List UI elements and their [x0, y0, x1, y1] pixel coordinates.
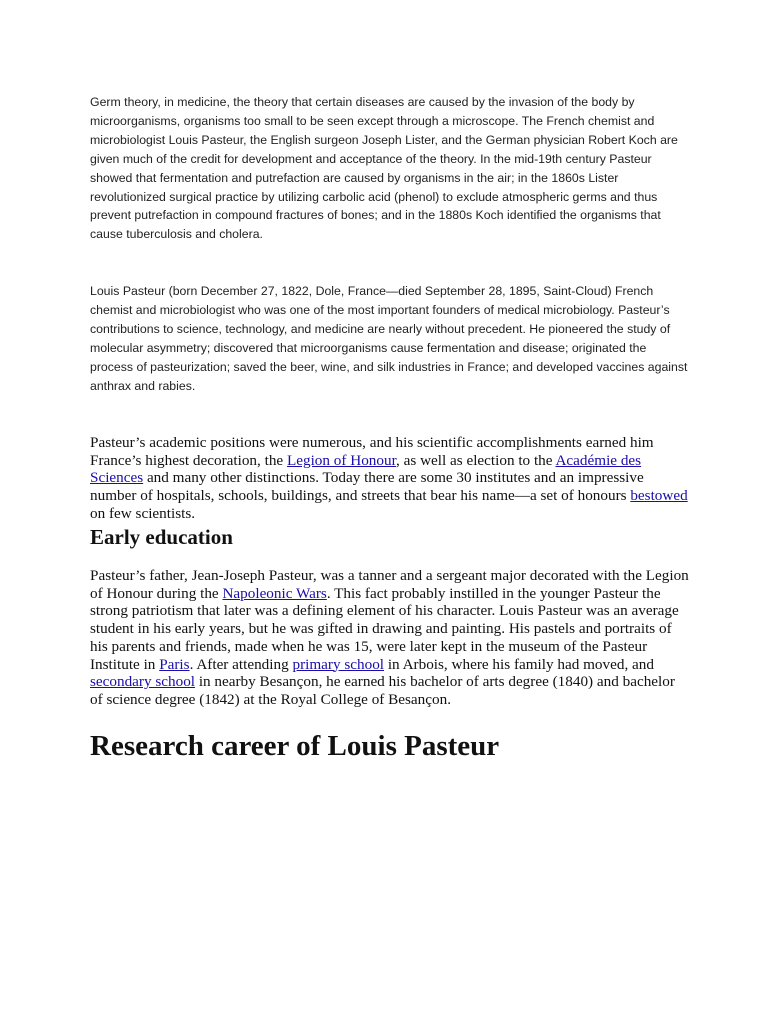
primary-school-link[interactable]: primary school — [292, 655, 385, 673]
bestowed-link[interactable]: bestowed — [630, 487, 688, 505]
academic-positions-paragraph — [90, 434, 690, 523]
academie-des-sciences-link[interactable]: Académie des Sciences — [90, 451, 642, 487]
text-run: , as well as election to the — [396, 451, 556, 469]
early-education-heading: Early education — [90, 525, 233, 549]
research-career-heading: Research career of Louis Pasteur — [90, 730, 500, 762]
text-run: Pasteur’s father, Jean-Joseph Pasteur, was a tanner and a sergeant major decorated with the Legion of Honour during the — [90, 567, 689, 602]
early-education-paragraph — [90, 567, 690, 709]
paris-link[interactable]: Paris — [159, 655, 190, 673]
text-run: on few scientists. — [90, 504, 196, 522]
legion-of-honour-link[interactable]: Legion of Honour — [286, 451, 397, 469]
germ-theory-paragraph: Germ theory, in medicine, the theory that certain diseases are caused by the invasion of the body by microorganisms, organisms too small to be seen except through a microscope. The French chemist and microbiologist Louis Pasteur, the English surgeon Joseph Lister, and the German physician Robert Koch are given much of the credit for development and acceptance of the theory. In the mid-19th century Pasteur showed that fermentation and putrefaction are caused by organisms in the air; in the 1860s Lister revolutionized surgical practice by utilizing carbolic acid (phenol) to exclude atmospheric germs and thus prevent putrefaction in compound fractures of bones; and in the 1880s Koch identified the organisms that cause tuberculosis and cholera. — [90, 95, 678, 242]
text-run: . This fact probably instilled in the younger Pasteur the strong patriotism that later was a defining element of his character. Louis Pasteur was an average student in his early years, but he was gifted in drawing and painting. His pastels and portraits of his parents and friends, made when he was 15, were later kept in the museum of the Pasteur Institute in — [90, 584, 679, 673]
text-run: and many other distinctions. Today there are some 30 institutes and an impressive number of hospitals, schools, buildings, and streets that bear his name—a set of honours — [90, 469, 644, 505]
napoleonic-wars-link[interactable]: Napoleonic Wars — [222, 584, 327, 602]
text-run: . After attending — [189, 655, 293, 673]
pasteur-bio-paragraph: Louis Pasteur (born December 27, 1822, Dole, France—died September 28, 1895, Saint-Cloud) French chemist and microbiologist who was one of the most important founders of medical microbiology. Pasteur’s contributions to science, technology, and medicine are nearly without precedent. He pioneered the study of molecular asymmetry; discovered that microorganisms cause fermentation and disease; originated the process of pasteurization; saved the beer, wine, and silk industries in France; and developed vaccines against anthrax and rabies. — [90, 284, 688, 393]
text-run: in nearby Besançon, he earned his bachelor of arts degree (1840) and bachelor of science degree (1842) at the Royal College of Besançon. — [90, 673, 675, 708]
text-run: in Arbois, where his family had moved, and — [384, 655, 654, 673]
text-run: Pasteur’s academic positions were numerous, and his scientific accomplishments earned him France’s highest decoration, the — [90, 434, 654, 469]
secondary-school-link[interactable]: secondary school — [90, 673, 196, 691]
